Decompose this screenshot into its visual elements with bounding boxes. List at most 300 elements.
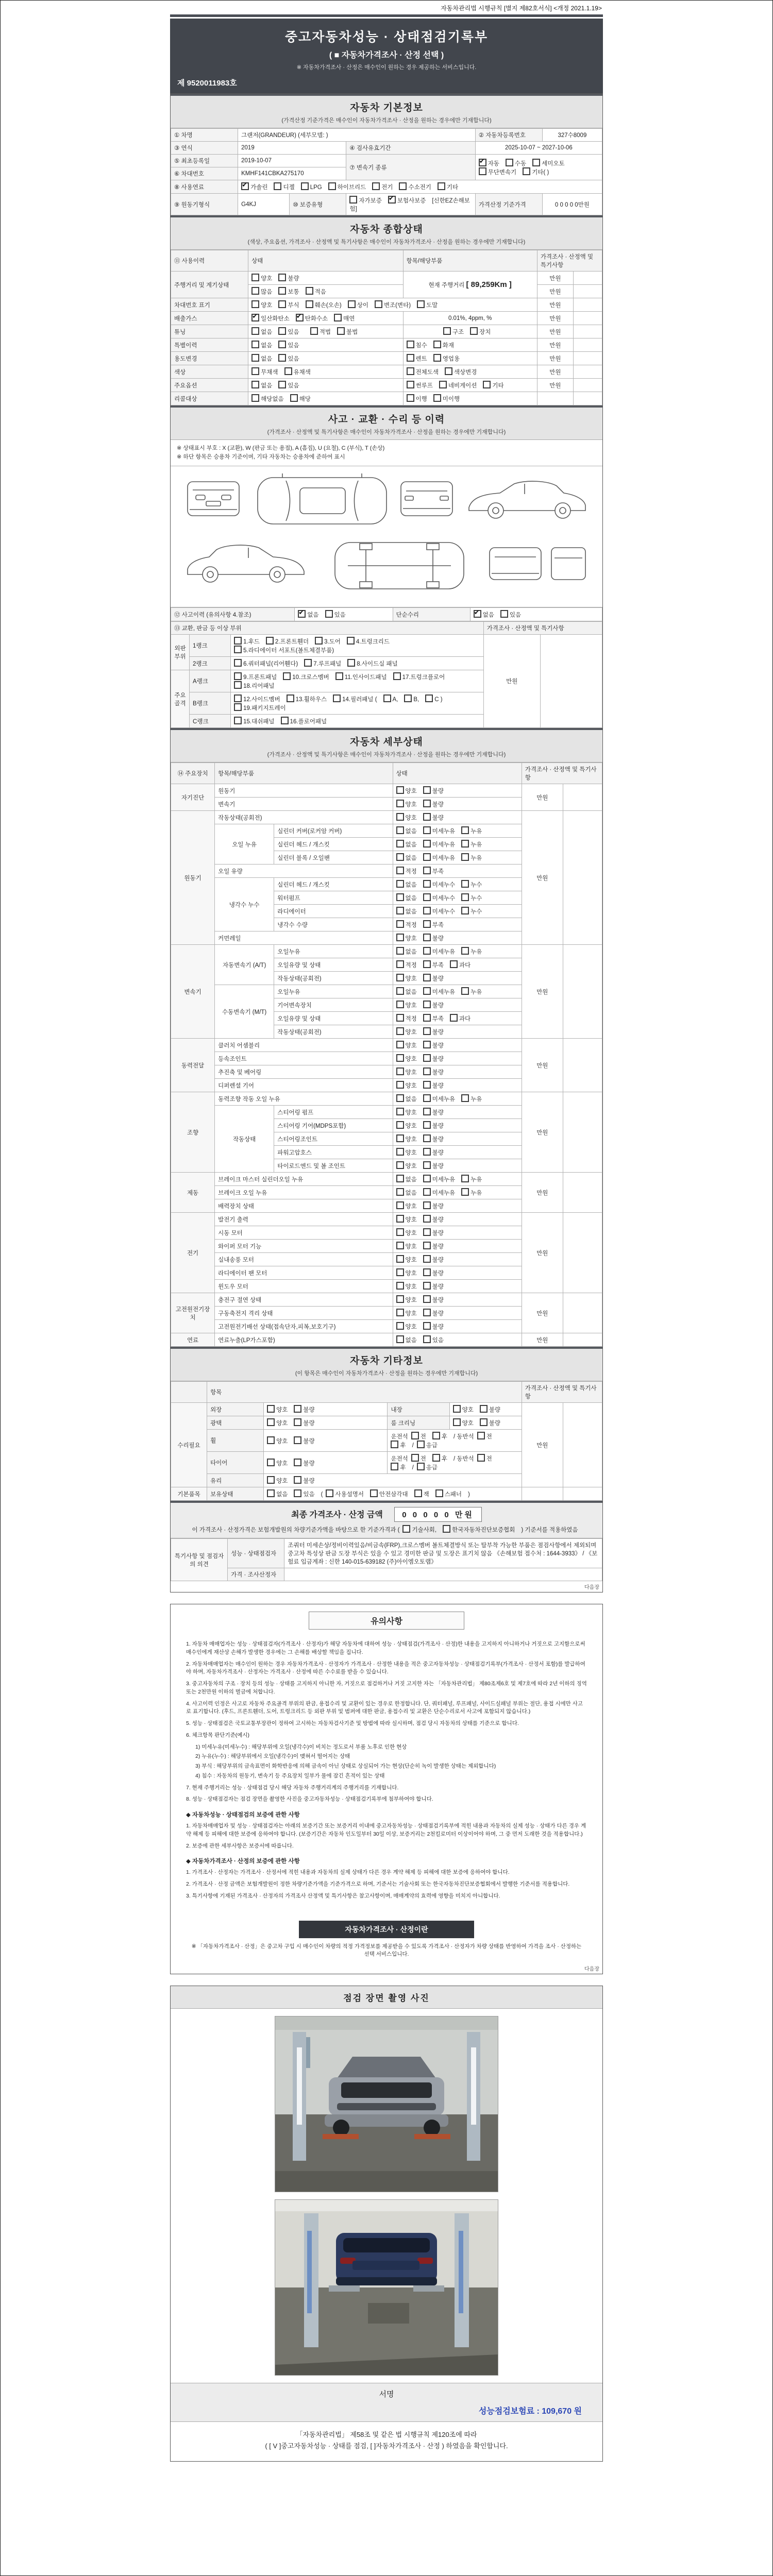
- checked-checkbox-icon[interactable]: [251, 314, 259, 321]
- unchecked-checkbox-icon[interactable]: [411, 1432, 419, 1439]
- unchecked-checkbox-icon[interactable]: [234, 717, 242, 724]
- checkbox-option[interactable]: [402, 1525, 436, 1534]
- checkbox-option[interactable]: [404, 694, 419, 703]
- unchecked-checkbox-icon[interactable]: [411, 1454, 419, 1462]
- checkbox-option[interactable]: [274, 182, 294, 191]
- unchecked-checkbox-icon[interactable]: [407, 341, 414, 348]
- checkbox-option[interactable]: [396, 1282, 417, 1291]
- checkbox-option[interactable]: [450, 1014, 470, 1023]
- unchecked-checkbox-icon[interactable]: [423, 1027, 431, 1035]
- checkbox-option[interactable]: [396, 1215, 417, 1224]
- checkbox-option[interactable]: [423, 1215, 444, 1224]
- unchecked-checkbox-icon[interactable]: [234, 703, 242, 711]
- unchecked-checkbox-icon[interactable]: [432, 1454, 440, 1462]
- checkbox-option[interactable]: [278, 300, 299, 309]
- unchecked-checkbox-icon[interactable]: [391, 1463, 398, 1470]
- unchecked-checkbox-icon[interactable]: [396, 1134, 404, 1142]
- unchecked-checkbox-icon[interactable]: [294, 1405, 301, 1413]
- unchecked-checkbox-icon[interactable]: [399, 182, 407, 190]
- unchecked-checkbox-icon[interactable]: [396, 1121, 404, 1129]
- unchecked-checkbox-icon[interactable]: [423, 853, 431, 861]
- checkbox-option[interactable]: [423, 1014, 444, 1023]
- unchecked-checkbox-icon[interactable]: [234, 637, 242, 645]
- unchecked-checkbox-icon[interactable]: [294, 1459, 301, 1466]
- checkbox-option[interactable]: [294, 1476, 314, 1485]
- unchecked-checkbox-icon[interactable]: [281, 717, 289, 724]
- unchecked-checkbox-icon[interactable]: [396, 1081, 404, 1089]
- checkbox-option[interactable]: [407, 354, 427, 363]
- checkbox-option[interactable]: [396, 1001, 417, 1009]
- checkbox-option[interactable]: [423, 840, 455, 849]
- unchecked-checkbox-icon[interactable]: [461, 1175, 469, 1182]
- unchecked-checkbox-icon[interactable]: [396, 1188, 404, 1196]
- unchecked-checkbox-icon[interactable]: [423, 920, 431, 928]
- checkbox-option[interactable]: [423, 786, 444, 795]
- checkbox-option[interactable]: [423, 1268, 444, 1277]
- unchecked-checkbox-icon[interactable]: [294, 1418, 301, 1426]
- unchecked-checkbox-icon[interactable]: [267, 1436, 275, 1444]
- checkbox-option[interactable]: [423, 1309, 444, 1317]
- unchecked-checkbox-icon[interactable]: [278, 354, 286, 362]
- unchecked-checkbox-icon[interactable]: [432, 1432, 440, 1439]
- unchecked-checkbox-icon[interactable]: [461, 826, 469, 834]
- checkbox-option[interactable]: [423, 1094, 455, 1103]
- unchecked-checkbox-icon[interactable]: [335, 672, 343, 680]
- checkbox-option[interactable]: [423, 1134, 444, 1143]
- checkbox-option[interactable]: [396, 1067, 417, 1076]
- checkbox-option[interactable]: [423, 867, 444, 875]
- checkbox-option[interactable]: [267, 1418, 288, 1427]
- unchecked-checkbox-icon[interactable]: [423, 1255, 431, 1263]
- unchecked-checkbox-icon[interactable]: [278, 327, 286, 335]
- unchecked-checkbox-icon[interactable]: [278, 300, 286, 308]
- checkbox-option[interactable]: [411, 1454, 426, 1463]
- unchecked-checkbox-icon[interactable]: [278, 381, 286, 388]
- checkbox-option[interactable]: [294, 1418, 314, 1427]
- unchecked-checkbox-icon[interactable]: [251, 300, 259, 308]
- checkbox-option[interactable]: [283, 672, 329, 681]
- checkbox-option[interactable]: [315, 637, 341, 646]
- checkbox-option[interactable]: [396, 1041, 417, 1049]
- checkbox-option[interactable]: [241, 182, 267, 191]
- unchecked-checkbox-icon[interactable]: [423, 1054, 431, 1062]
- checkbox-option[interactable]: [461, 826, 482, 835]
- checkbox-option[interactable]: [396, 867, 417, 875]
- checkbox-option[interactable]: [251, 314, 290, 323]
- checkbox-option[interactable]: [407, 367, 439, 376]
- unchecked-checkbox-icon[interactable]: [396, 893, 404, 901]
- checkbox-option[interactable]: [284, 367, 311, 376]
- checkbox-option[interactable]: [383, 694, 398, 703]
- checkbox-option[interactable]: [388, 196, 426, 205]
- unchecked-checkbox-icon[interactable]: [393, 672, 401, 680]
- unchecked-checkbox-icon[interactable]: [278, 287, 286, 295]
- unchecked-checkbox-icon[interactable]: [470, 327, 478, 335]
- checkbox-option[interactable]: [396, 974, 417, 982]
- unchecked-checkbox-icon[interactable]: [347, 637, 355, 645]
- unchecked-checkbox-icon[interactable]: [234, 659, 242, 667]
- checkbox-option[interactable]: [396, 1054, 417, 1063]
- checked-checkbox-icon[interactable]: [296, 314, 304, 321]
- unchecked-checkbox-icon[interactable]: [396, 1094, 404, 1102]
- checkbox-option[interactable]: [461, 1094, 482, 1103]
- checkbox-option[interactable]: [396, 960, 417, 969]
- checkbox-option[interactable]: [251, 341, 272, 349]
- unchecked-checkbox-icon[interactable]: [423, 867, 431, 874]
- unchecked-checkbox-icon[interactable]: [396, 1054, 404, 1062]
- checkbox-option[interactable]: [417, 1463, 438, 1471]
- unchecked-checkbox-icon[interactable]: [304, 659, 312, 667]
- unchecked-checkbox-icon[interactable]: [396, 1027, 404, 1035]
- checkbox-option[interactable]: [251, 394, 283, 403]
- checkbox-option[interactable]: [443, 1525, 515, 1534]
- unchecked-checkbox-icon[interactable]: [267, 1405, 275, 1413]
- unchecked-checkbox-icon[interactable]: [423, 907, 431, 914]
- unchecked-checkbox-icon[interactable]: [402, 1525, 410, 1533]
- checkbox-option[interactable]: [423, 1335, 444, 1344]
- checkbox-option[interactable]: [453, 1405, 474, 1414]
- checkbox-option[interactable]: [423, 1228, 444, 1237]
- checkbox-option[interactable]: [396, 853, 417, 862]
- unchecked-checkbox-icon[interactable]: [453, 1418, 461, 1426]
- unchecked-checkbox-icon[interactable]: [396, 1201, 404, 1209]
- unchecked-checkbox-icon[interactable]: [423, 1041, 431, 1048]
- checkbox-option[interactable]: [450, 960, 470, 969]
- unchecked-checkbox-icon[interactable]: [423, 1161, 431, 1169]
- unchecked-checkbox-icon[interactable]: [251, 354, 259, 362]
- checkbox-option[interactable]: [391, 1440, 406, 1449]
- checkbox-option[interactable]: [432, 1454, 447, 1463]
- unchecked-checkbox-icon[interactable]: [423, 1215, 431, 1223]
- checkbox-option[interactable]: [453, 1418, 474, 1427]
- checkbox-option[interactable]: [251, 381, 272, 389]
- checkbox-option[interactable]: [417, 1440, 438, 1449]
- unchecked-checkbox-icon[interactable]: [423, 800, 431, 807]
- checked-checkbox-icon[interactable]: [479, 159, 486, 166]
- checkbox-option[interactable]: [278, 274, 299, 282]
- checkbox-option[interactable]: [423, 974, 444, 982]
- checkbox-option[interactable]: [423, 1148, 444, 1157]
- checked-checkbox-icon[interactable]: [298, 610, 306, 618]
- unchecked-checkbox-icon[interactable]: [396, 1268, 404, 1276]
- unchecked-checkbox-icon[interactable]: [480, 1418, 488, 1426]
- unchecked-checkbox-icon[interactable]: [461, 853, 469, 861]
- checkbox-option[interactable]: [251, 287, 272, 296]
- checkbox-option[interactable]: [433, 394, 460, 403]
- checkbox-option[interactable]: [414, 1489, 429, 1498]
- unchecked-checkbox-icon[interactable]: [423, 826, 431, 834]
- checkbox-option[interactable]: [267, 1459, 288, 1467]
- unchecked-checkbox-icon[interactable]: [425, 694, 433, 702]
- checkbox-option[interactable]: [477, 1432, 492, 1440]
- checked-checkbox-icon[interactable]: [241, 182, 249, 190]
- unchecked-checkbox-icon[interactable]: [407, 381, 414, 388]
- checkbox-option[interactable]: [396, 1295, 417, 1304]
- checkbox-option[interactable]: [396, 1188, 417, 1197]
- unchecked-checkbox-icon[interactable]: [423, 1148, 431, 1156]
- checkbox-option[interactable]: [278, 354, 299, 363]
- unchecked-checkbox-icon[interactable]: [234, 681, 242, 689]
- checkbox-option[interactable]: [391, 1463, 406, 1471]
- unchecked-checkbox-icon[interactable]: [404, 694, 412, 702]
- checkbox-option[interactable]: [433, 341, 454, 349]
- unchecked-checkbox-icon[interactable]: [396, 826, 404, 834]
- checkbox-option[interactable]: [290, 394, 311, 403]
- checkbox-option[interactable]: [423, 880, 455, 889]
- unchecked-checkbox-icon[interactable]: [423, 974, 431, 981]
- checkbox-option[interactable]: [294, 1489, 314, 1498]
- unchecked-checkbox-icon[interactable]: [461, 907, 469, 914]
- checkbox-option[interactable]: [423, 1175, 455, 1183]
- unchecked-checkbox-icon[interactable]: [290, 394, 298, 402]
- checkbox-option[interactable]: [396, 1335, 417, 1344]
- unchecked-checkbox-icon[interactable]: [328, 182, 336, 190]
- checkbox-option[interactable]: [461, 840, 482, 849]
- unchecked-checkbox-icon[interactable]: [453, 1405, 461, 1413]
- checkbox-option[interactable]: [306, 287, 326, 296]
- unchecked-checkbox-icon[interactable]: [396, 880, 404, 888]
- checkbox-option[interactable]: [298, 610, 318, 619]
- unchecked-checkbox-icon[interactable]: [370, 1489, 378, 1497]
- checkbox-option[interactable]: [480, 1418, 500, 1427]
- unchecked-checkbox-icon[interactable]: [396, 1295, 404, 1303]
- unchecked-checkbox-icon[interactable]: [396, 1282, 404, 1290]
- unchecked-checkbox-icon[interactable]: [506, 159, 513, 166]
- unchecked-checkbox-icon[interactable]: [423, 1282, 431, 1290]
- checkbox-option[interactable]: [251, 274, 272, 282]
- checkbox-option[interactable]: [423, 987, 455, 996]
- unchecked-checkbox-icon[interactable]: [423, 947, 431, 955]
- checkbox-option[interactable]: [396, 1242, 417, 1250]
- unchecked-checkbox-icon[interactable]: [407, 394, 414, 402]
- unchecked-checkbox-icon[interactable]: [450, 960, 458, 968]
- unchecked-checkbox-icon[interactable]: [477, 1454, 485, 1462]
- unchecked-checkbox-icon[interactable]: [396, 1067, 404, 1075]
- checkbox-option[interactable]: [333, 694, 377, 703]
- checkbox-option[interactable]: [325, 610, 346, 619]
- checkbox-option[interactable]: [470, 327, 491, 336]
- unchecked-checkbox-icon[interactable]: [333, 694, 341, 702]
- checkbox-option[interactable]: [375, 300, 411, 309]
- unchecked-checkbox-icon[interactable]: [461, 947, 469, 955]
- unchecked-checkbox-icon[interactable]: [423, 1201, 431, 1209]
- unchecked-checkbox-icon[interactable]: [326, 1489, 333, 1497]
- unchecked-checkbox-icon[interactable]: [423, 813, 431, 821]
- unchecked-checkbox-icon[interactable]: [461, 1094, 469, 1102]
- unchecked-checkbox-icon[interactable]: [433, 394, 441, 402]
- unchecked-checkbox-icon[interactable]: [461, 1188, 469, 1196]
- checkbox-option[interactable]: [423, 1067, 444, 1076]
- checkbox-option[interactable]: [423, 947, 455, 956]
- checkbox-option[interactable]: [396, 907, 417, 916]
- unchecked-checkbox-icon[interactable]: [477, 1432, 485, 1439]
- checkbox-option[interactable]: [234, 703, 286, 712]
- unchecked-checkbox-icon[interactable]: [435, 1489, 443, 1497]
- unchecked-checkbox-icon[interactable]: [315, 637, 323, 645]
- checkbox-option[interactable]: [396, 826, 417, 835]
- checkbox-option[interactable]: [474, 610, 494, 619]
- checkbox-option[interactable]: [287, 694, 327, 703]
- checkbox-option[interactable]: [423, 1188, 455, 1197]
- unchecked-checkbox-icon[interactable]: [287, 694, 294, 702]
- checkbox-option[interactable]: [294, 1405, 314, 1414]
- checkbox-option[interactable]: [423, 1242, 444, 1250]
- unchecked-checkbox-icon[interactable]: [267, 1489, 275, 1497]
- checkbox-option[interactable]: [234, 717, 274, 725]
- unchecked-checkbox-icon[interactable]: [234, 694, 242, 702]
- unchecked-checkbox-icon[interactable]: [349, 196, 357, 204]
- unchecked-checkbox-icon[interactable]: [325, 610, 333, 618]
- checkbox-option[interactable]: [234, 646, 334, 654]
- unchecked-checkbox-icon[interactable]: [294, 1489, 301, 1497]
- unchecked-checkbox-icon[interactable]: [423, 1309, 431, 1316]
- unchecked-checkbox-icon[interactable]: [396, 813, 404, 821]
- unchecked-checkbox-icon[interactable]: [396, 1161, 404, 1169]
- checkbox-option[interactable]: [461, 893, 482, 902]
- checkbox-option[interactable]: [423, 1282, 444, 1291]
- checkbox-option[interactable]: [396, 1014, 417, 1023]
- checkbox-option[interactable]: [335, 672, 387, 681]
- checkbox-option[interactable]: [438, 182, 458, 191]
- unchecked-checkbox-icon[interactable]: [396, 853, 404, 861]
- unchecked-checkbox-icon[interactable]: [396, 1215, 404, 1223]
- checkbox-option[interactable]: [347, 659, 397, 668]
- unchecked-checkbox-icon[interactable]: [433, 354, 441, 362]
- unchecked-checkbox-icon[interactable]: [461, 840, 469, 848]
- checkbox-option[interactable]: [266, 637, 309, 646]
- checkbox-option[interactable]: [423, 907, 455, 916]
- checkbox-option[interactable]: [423, 1255, 444, 1264]
- checkbox-option[interactable]: [396, 893, 417, 902]
- unchecked-checkbox-icon[interactable]: [407, 367, 414, 375]
- checkbox-option[interactable]: [396, 813, 417, 822]
- unchecked-checkbox-icon[interactable]: [423, 893, 431, 901]
- unchecked-checkbox-icon[interactable]: [414, 1489, 422, 1497]
- unchecked-checkbox-icon[interactable]: [423, 1188, 431, 1196]
- checkbox-option[interactable]: [278, 341, 299, 349]
- unchecked-checkbox-icon[interactable]: [396, 1322, 404, 1330]
- checkbox-option[interactable]: [411, 1432, 426, 1440]
- unchecked-checkbox-icon[interactable]: [423, 840, 431, 848]
- checkbox-option[interactable]: [423, 920, 444, 929]
- checkbox-option[interactable]: [396, 987, 417, 996]
- checkbox-option[interactable]: [348, 300, 368, 309]
- unchecked-checkbox-icon[interactable]: [396, 840, 404, 848]
- checkbox-option[interactable]: [477, 1454, 492, 1463]
- unchecked-checkbox-icon[interactable]: [461, 880, 469, 888]
- checkbox-option[interactable]: [396, 920, 417, 929]
- unchecked-checkbox-icon[interactable]: [423, 1067, 431, 1075]
- unchecked-checkbox-icon[interactable]: [301, 182, 309, 190]
- unchecked-checkbox-icon[interactable]: [423, 934, 431, 941]
- unchecked-checkbox-icon[interactable]: [278, 341, 286, 348]
- checkbox-option[interactable]: [234, 659, 298, 668]
- unchecked-checkbox-icon[interactable]: [423, 1242, 431, 1249]
- checkbox-option[interactable]: [407, 381, 433, 389]
- unchecked-checkbox-icon[interactable]: [274, 182, 281, 190]
- checkbox-option[interactable]: [328, 182, 366, 191]
- checkbox-option[interactable]: [294, 1459, 314, 1467]
- unchecked-checkbox-icon[interactable]: [423, 987, 431, 995]
- checkbox-option[interactable]: [407, 341, 427, 349]
- checkbox-option[interactable]: [267, 1489, 288, 1498]
- unchecked-checkbox-icon[interactable]: [348, 300, 356, 308]
- unchecked-checkbox-icon[interactable]: [423, 1228, 431, 1236]
- checkbox-option[interactable]: [251, 367, 278, 376]
- checkbox-option[interactable]: [337, 327, 358, 336]
- checkbox-option[interactable]: [423, 1041, 444, 1049]
- unchecked-checkbox-icon[interactable]: [234, 672, 242, 680]
- unchecked-checkbox-icon[interactable]: [407, 354, 414, 362]
- unchecked-checkbox-icon[interactable]: [461, 987, 469, 995]
- checkbox-option[interactable]: [310, 327, 331, 336]
- unchecked-checkbox-icon[interactable]: [417, 1463, 425, 1470]
- checkbox-option[interactable]: [296, 314, 328, 323]
- unchecked-checkbox-icon[interactable]: [251, 327, 259, 335]
- checkbox-option[interactable]: [251, 354, 272, 363]
- unchecked-checkbox-icon[interactable]: [337, 327, 345, 335]
- checkbox-option[interactable]: [500, 610, 521, 619]
- checkbox-option[interactable]: [443, 327, 464, 336]
- checkbox-option[interactable]: [396, 1201, 417, 1210]
- checkbox-option[interactable]: [423, 1027, 444, 1036]
- checkbox-option[interactable]: [326, 1489, 364, 1498]
- unchecked-checkbox-icon[interactable]: [479, 167, 486, 175]
- unchecked-checkbox-icon[interactable]: [396, 1041, 404, 1048]
- unchecked-checkbox-icon[interactable]: [306, 300, 313, 308]
- checkbox-option[interactable]: [399, 182, 431, 191]
- unchecked-checkbox-icon[interactable]: [417, 300, 425, 308]
- unchecked-checkbox-icon[interactable]: [480, 1405, 488, 1413]
- checkbox-option[interactable]: [334, 314, 355, 323]
- unchecked-checkbox-icon[interactable]: [306, 287, 313, 295]
- checkbox-option[interactable]: [423, 853, 455, 862]
- checkbox-option[interactable]: [423, 1081, 444, 1090]
- checkbox-option[interactable]: [396, 1322, 417, 1331]
- checkbox-option[interactable]: [294, 1436, 314, 1445]
- checkbox-option[interactable]: [396, 1081, 417, 1090]
- checkbox-option[interactable]: [423, 1295, 444, 1304]
- checkbox-option[interactable]: [461, 907, 482, 916]
- checkbox-option[interactable]: [423, 893, 455, 902]
- checkbox-option[interactable]: [423, 960, 444, 969]
- unchecked-checkbox-icon[interactable]: [396, 1014, 404, 1022]
- checkbox-option[interactable]: [267, 1405, 288, 1414]
- checkbox-option[interactable]: [372, 182, 393, 191]
- checkbox-option[interactable]: [396, 1094, 417, 1103]
- checkbox-option[interactable]: [423, 1322, 444, 1331]
- checkbox-option[interactable]: [425, 694, 442, 703]
- checkbox-option[interactable]: [423, 1054, 444, 1063]
- checkbox-option[interactable]: [396, 1268, 417, 1277]
- unchecked-checkbox-icon[interactable]: [423, 786, 431, 794]
- checkbox-option[interactable]: [423, 1161, 444, 1170]
- unchecked-checkbox-icon[interactable]: [267, 1459, 275, 1466]
- checkbox-option[interactable]: [347, 637, 390, 646]
- unchecked-checkbox-icon[interactable]: [251, 287, 259, 295]
- checkbox-option[interactable]: [234, 681, 274, 690]
- checkbox-option[interactable]: [349, 196, 381, 205]
- unchecked-checkbox-icon[interactable]: [267, 1476, 275, 1484]
- unchecked-checkbox-icon[interactable]: [278, 274, 286, 281]
- checked-checkbox-icon[interactable]: [388, 196, 396, 204]
- unchecked-checkbox-icon[interactable]: [423, 1175, 431, 1182]
- checkbox-option[interactable]: [234, 637, 260, 646]
- checkbox-option[interactable]: [301, 182, 322, 191]
- checkbox-option[interactable]: [407, 394, 427, 403]
- checkbox-option[interactable]: [396, 1121, 417, 1130]
- unchecked-checkbox-icon[interactable]: [532, 159, 540, 166]
